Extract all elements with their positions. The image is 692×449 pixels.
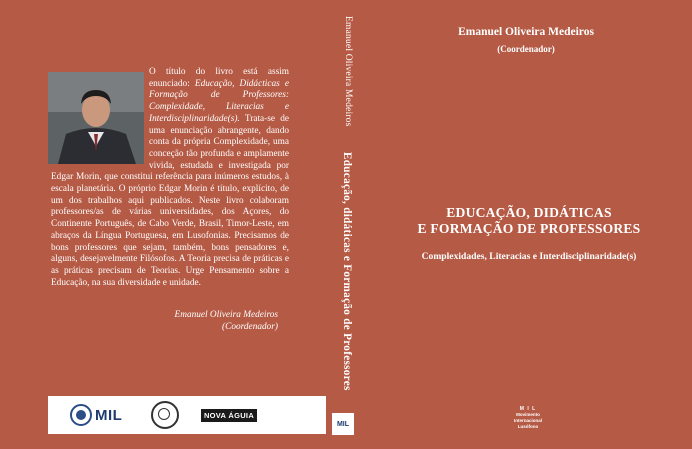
seal-icon: [151, 401, 179, 429]
spine-author: Emanuel Oliveira Medeiros: [343, 16, 353, 127]
photo-spacer: [51, 67, 149, 171]
front-cover: [366, 0, 692, 449]
mil-emblem-icon: [70, 404, 92, 426]
publisher-abbrev: M I L: [519, 406, 537, 412]
book-spine: [326, 0, 366, 449]
mil-logo: [70, 396, 128, 434]
blurb-body: Trata-se de uma enunciação abrangente, dando conta da própria Complexidade, uma conceção tão profunda e amplamente vivida, estudada e investigada por Edgar Morin, que constitui referência para inúmeros estudos, à escala planetária. O próprio Edgar Morin é título, explícito, de um dos trabalhos aqui publicados. Neste livro colaboram professores/as de várias universidades, dos Açores, do Continente Português, de Cabo Verde, Brasil, Timor-Leste, em abraços da Língua Portuguesa, em Lusofonias. Precisamos de bons professores que sejam, também, bons pensadores e, alguns, desejavelmente Filósofos. A Teoria precisa de práticas e as práticas precisam de Teorias. Urge Pensamento sobre a Educação, na sua diversidade e unidade.: [51, 113, 289, 288]
publisher-imprint: [503, 406, 553, 430]
back-cover-blurb: [51, 67, 289, 289]
mil-logo-text: MIL: [95, 406, 123, 424]
nova-aguia-logo: [203, 396, 255, 434]
book-title-line-1: EDUCAÇÃO, DIDÁTICAS: [446, 205, 612, 220]
book-subtitle: Complexidades, Literacias e Interdisciplinaridade(s): [421, 251, 637, 262]
front-author: Emanuel Oliveira Medeiros: [458, 26, 594, 38]
book-title-line-2: E FORMAÇÃO DE PROFESSORES: [417, 221, 641, 236]
publisher-line-3: Internacional: [513, 418, 542, 423]
front-author-role: (Coordenador): [497, 44, 555, 54]
blurb-signature: [130, 309, 278, 333]
book-title: [366, 205, 692, 237]
institution-seal-logo: [148, 396, 182, 434]
signature-role: (Coordenador): [222, 322, 278, 332]
back-cover: [0, 0, 326, 449]
publisher-line-2: Movimento: [516, 412, 540, 417]
spine-title: Educação, didáticas e Formação de Professores: [341, 152, 353, 391]
sponsor-logo-strip: [48, 396, 326, 434]
signature-name: Emanuel Oliveira Medeiros: [174, 310, 278, 320]
blurb-book-title: Educação, Didácticas e Formação de Professores: Complexidade, Literacias e Interdisciplinaridade(s).: [149, 78, 289, 124]
publisher-line-4: Lusófono: [517, 424, 539, 429]
nova-aguia-logo-text: NOVA ÁGUIA: [201, 409, 257, 422]
spine-publisher-logo: MIL: [332, 413, 354, 435]
blurb-intro: O título do livro está assim enunciado:: [149, 67, 289, 89]
